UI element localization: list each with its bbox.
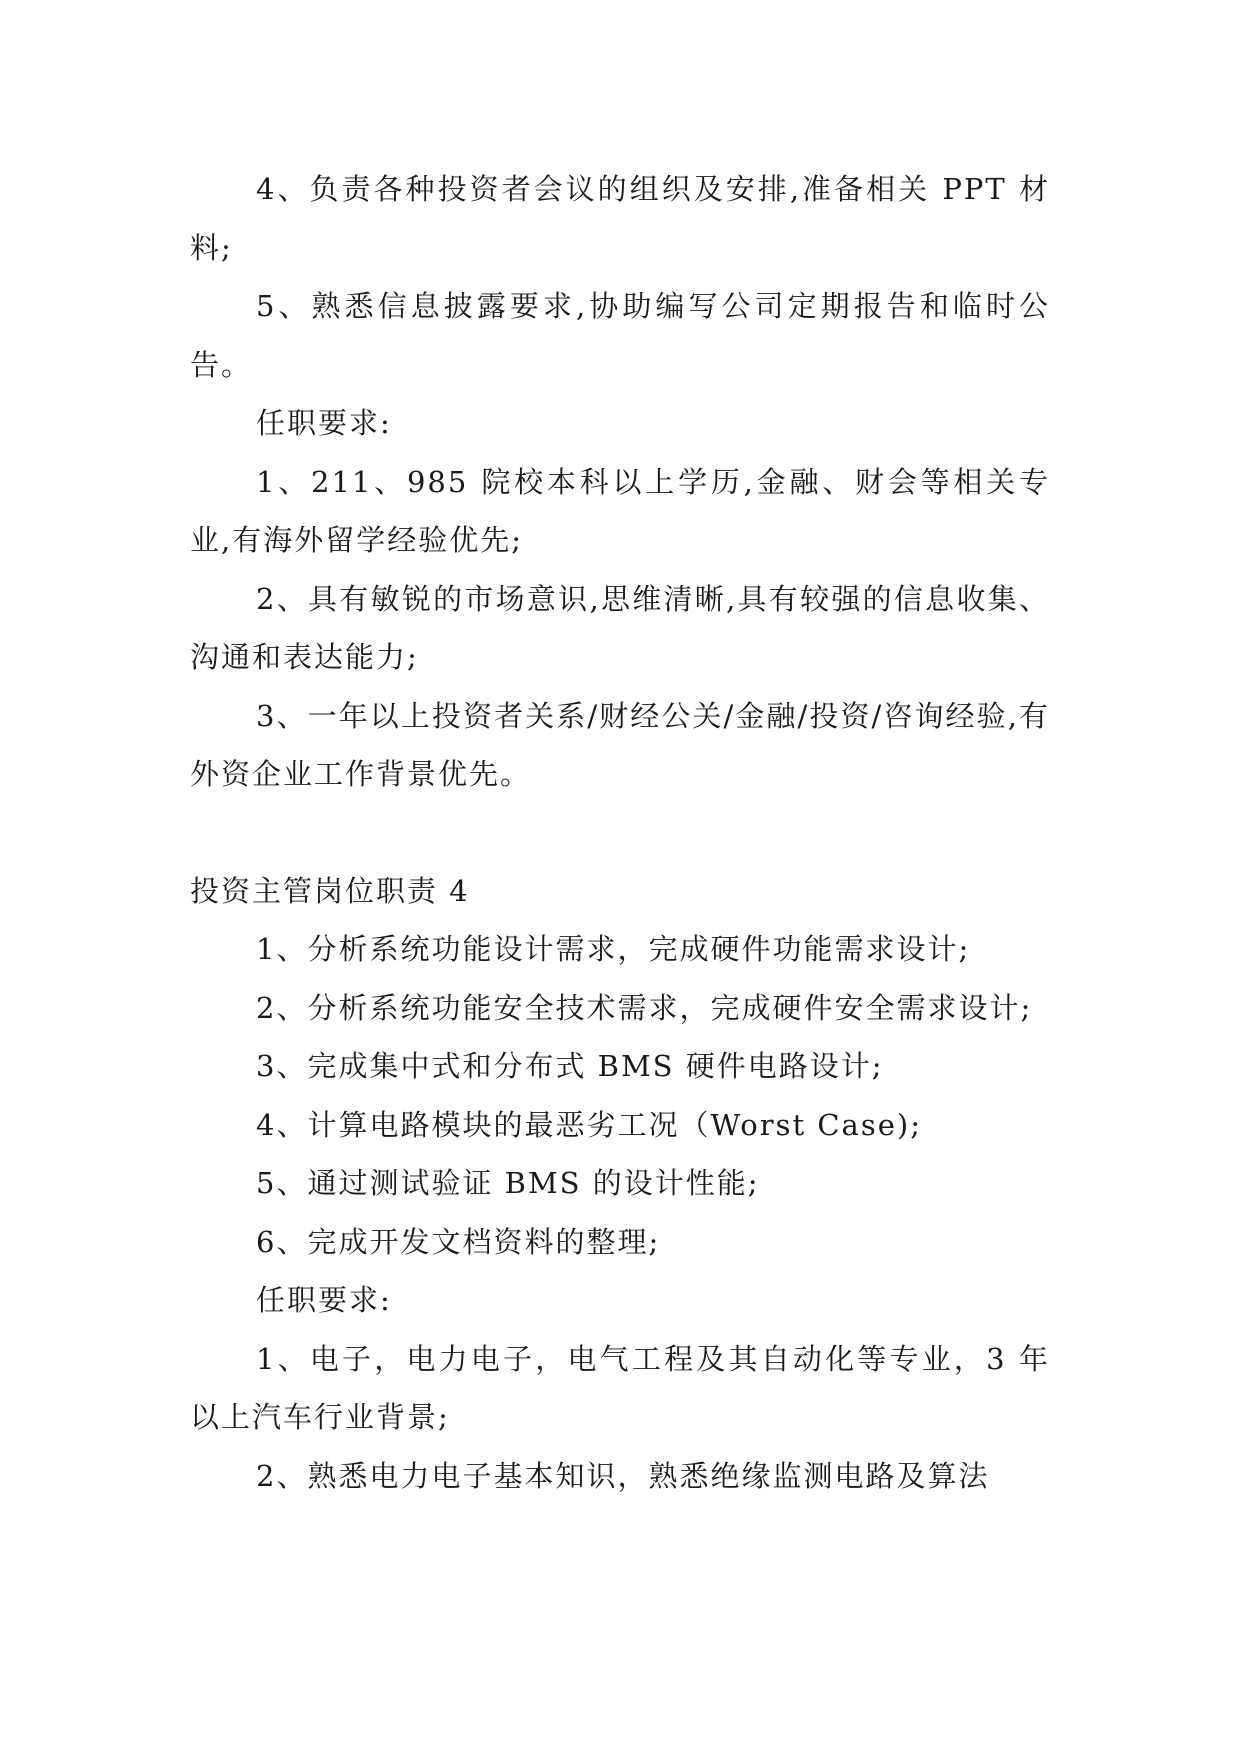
paragraph-requirements-heading-2: 任职要求:	[256, 1283, 392, 1317]
paragraph-bms-circuit: 3、完成集中式和分布式 BMS 硬件电路设计;	[256, 1049, 884, 1083]
section-heading: 投资主管岗位职责 4	[190, 873, 470, 908]
paragraph-bms-testing: 5、通过测试验证 BMS 的设计性能;	[256, 1166, 760, 1200]
paragraph-ppt-materials: 4、负责各种投资者会议的组织及安排,准备相关 PPT 材料;	[190, 172, 1050, 265]
document-body	[190, 160, 1050, 1505]
paragraph-market-awareness: 2、具有敏锐的市场意识,思维清晰,具有较强的信息收集、沟通和表达能力;	[190, 581, 1050, 674]
paragraph-worst-case: 4、计算电路模块的最恶劣工况（Worst Case);	[256, 1107, 922, 1142]
paragraph-power-electronics: 2、熟悉电力电子基本知识，熟悉绝缘监测电路及算法	[256, 1458, 990, 1493]
paragraph-education: 1、211、985 院校本科以上学历,金融、财会等相关专业,有海外留学经验优先;	[190, 464, 1050, 557]
paragraph-documentation: 6、完成开发文档资料的整理;	[256, 1224, 661, 1259]
paragraph-function-requirements: 1、分析系统功能设计需求，完成硬件功能需求设计;	[256, 932, 971, 966]
paragraph-major: 1、电子，电力电子，电气工程及其自动化等专业，3 年以上汽车行业背景;	[190, 1341, 1050, 1434]
paragraph-safety-requirements: 2、分析系统功能安全技术需求，完成硬件安全需求设计;	[256, 990, 1033, 1025]
paragraph-experience: 3、一年以上投资者关系/财经公关/金融/投资/咨询经验,有外资企业工作背景优先。	[190, 698, 1050, 791]
paragraph-requirements-heading: 任职要求:	[256, 406, 392, 440]
paragraph-disclosure: 5、熟悉信息披露要求,协助编写公司定期报告和临时公告。	[190, 289, 1050, 382]
